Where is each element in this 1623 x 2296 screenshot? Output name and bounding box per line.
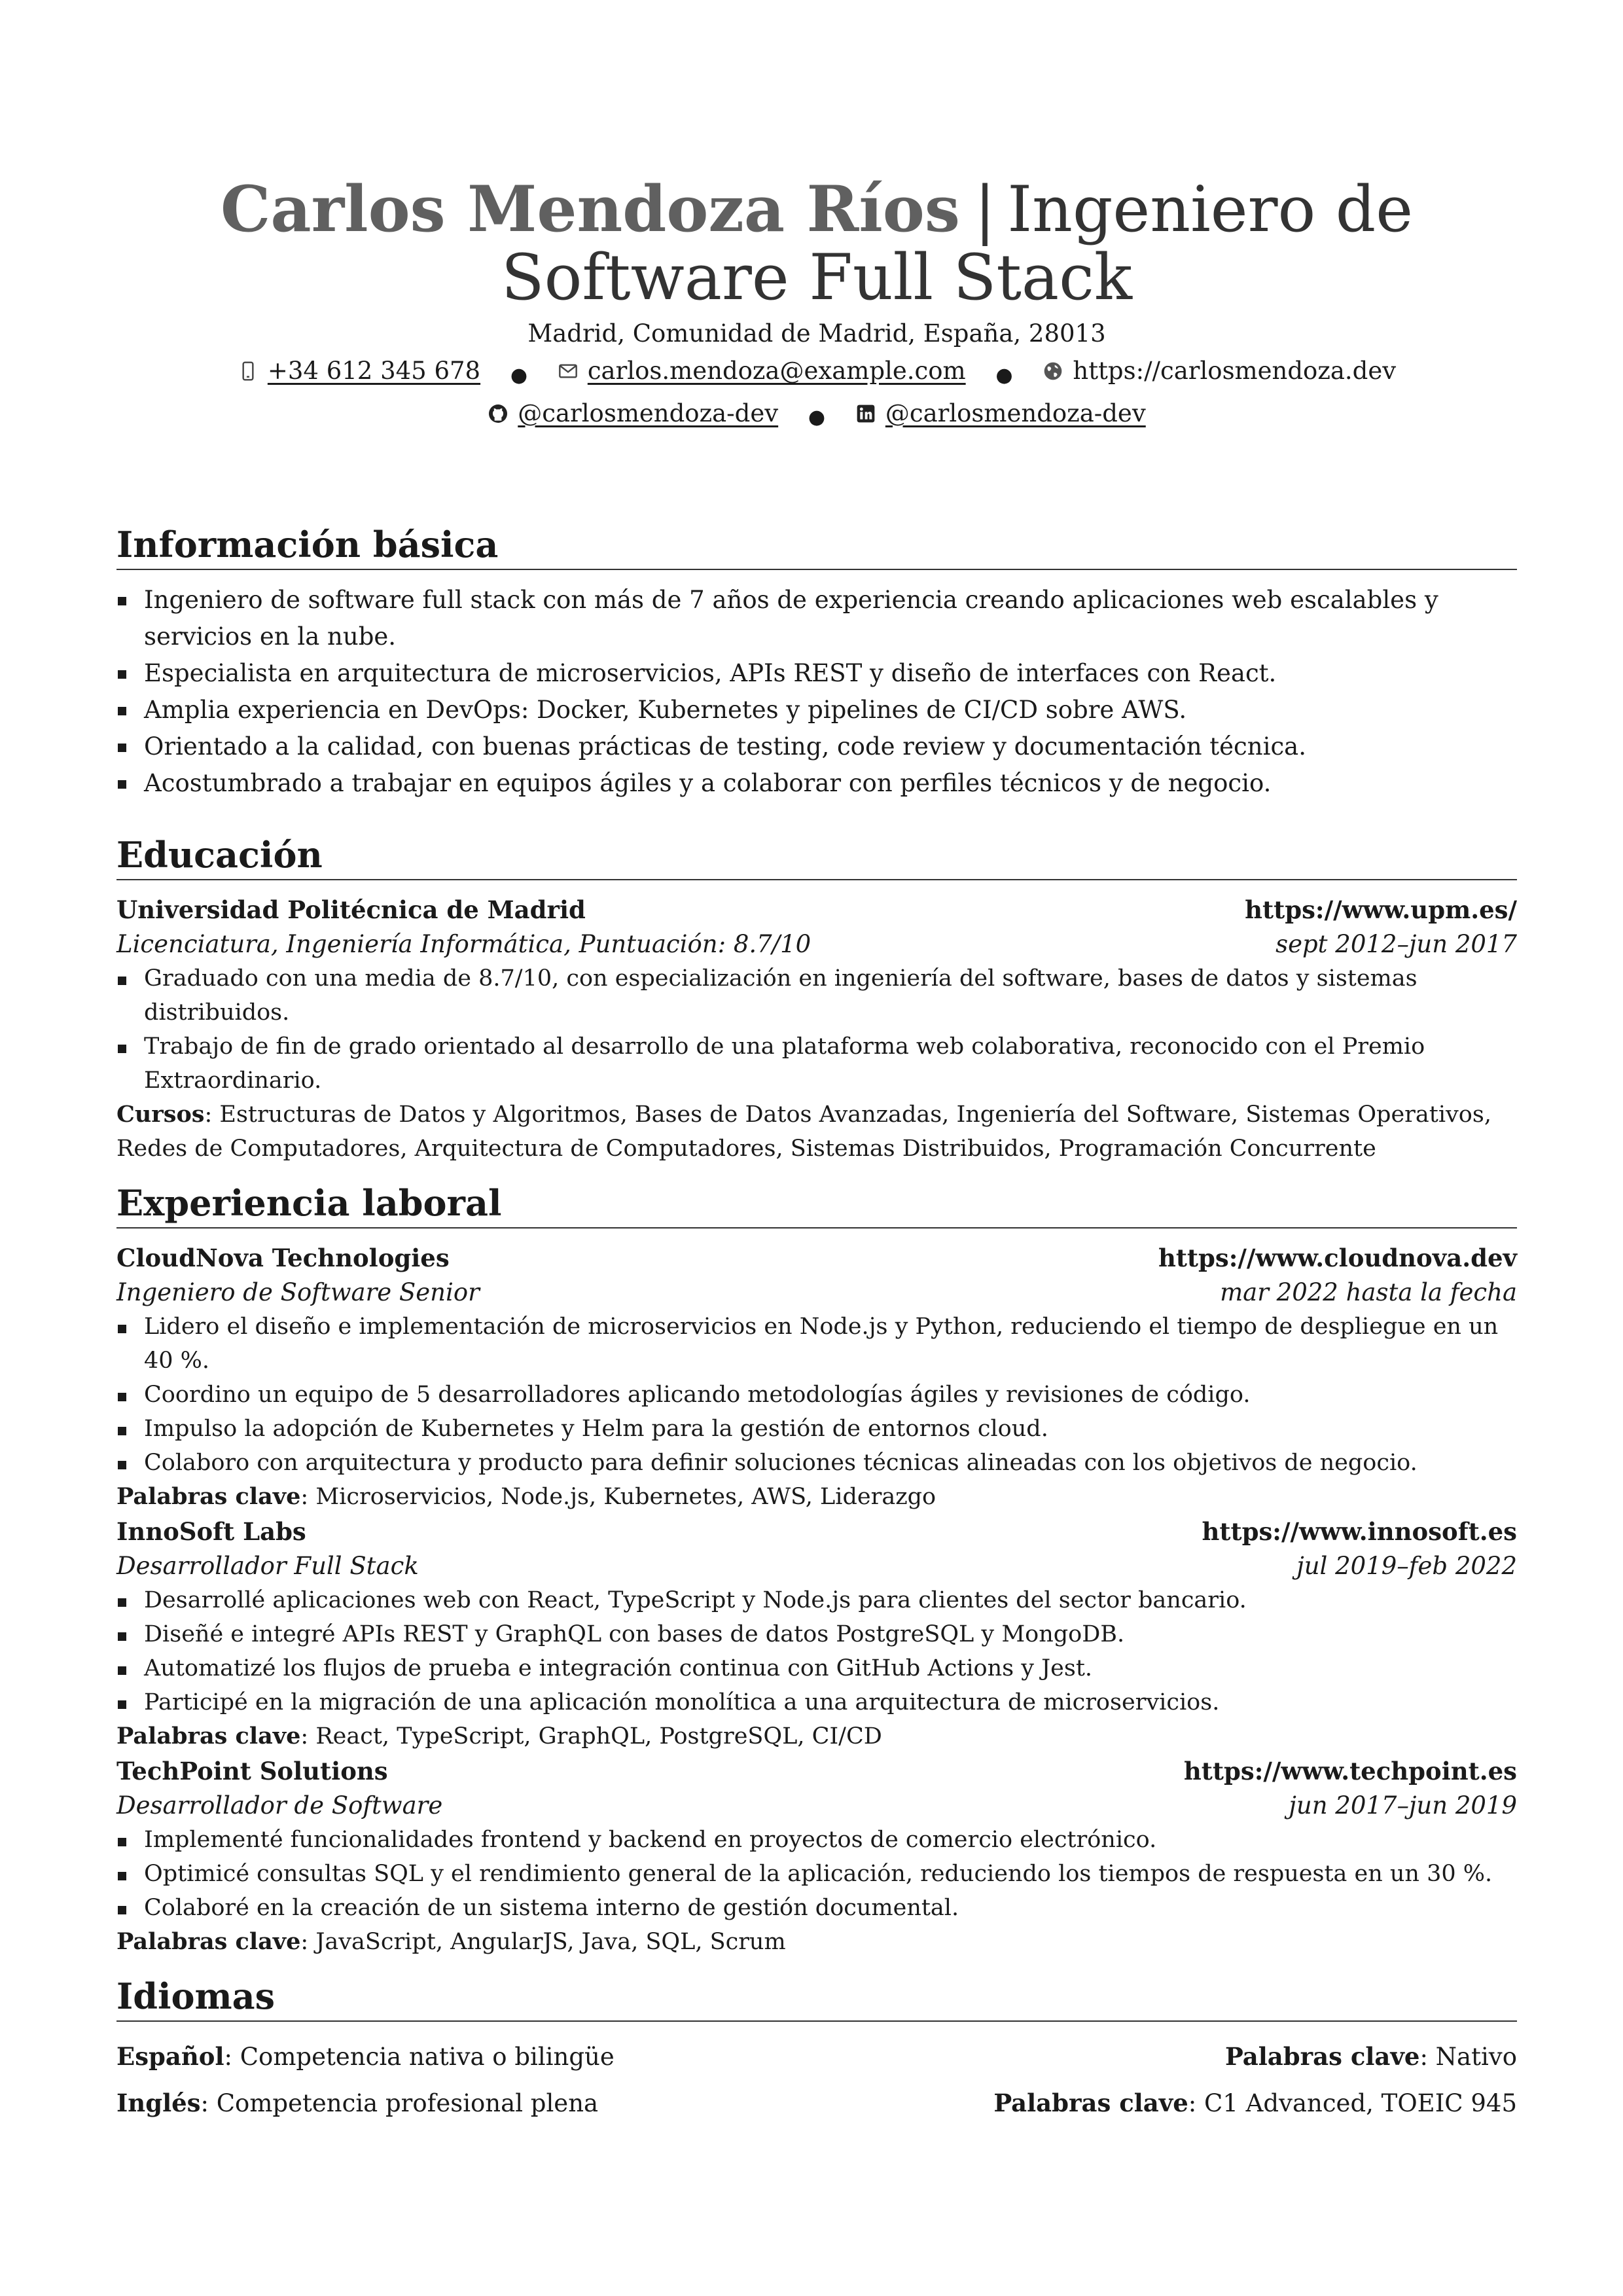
- list-item: [116, 765, 1517, 802]
- job-dates: jul 2019–feb 2022: [1296, 1552, 1517, 1580]
- title-separator: |: [974, 173, 996, 246]
- list-item: [116, 582, 1517, 655]
- job-entry: [116, 1514, 1517, 1753]
- education-list: [116, 961, 1517, 1098]
- courses: Cursos: Estructuras de Datos y Algoritmos, Bases de Datos Avanzadas, Ingeniería del Software, Sistemas Operativos, Redes de Computadores, Arquitectura de Computadores, Sistemas Distribuidos, Programación Concurrente: [116, 1101, 1491, 1162]
- bullet-square-icon: [118, 1427, 126, 1435]
- list-item: [116, 961, 1517, 1030]
- address: Madrid, Comunidad de Madrid, España, 28013: [527, 319, 1106, 348]
- list-item-text: Automatizé los flujos de prueba e integración continua con GitHub Actions y Jest.: [144, 1655, 1093, 1681]
- job-role: Desarrollador Full Stack: [116, 1552, 419, 1580]
- list-item-text: Desarrollé aplicaciones web con React, TypeScript y Node.js para clientes del sector bancario.: [144, 1587, 1247, 1613]
- bullet-square-icon: [118, 1393, 126, 1401]
- keywords-label: Palabras clave: [1224, 2042, 1420, 2071]
- job-entry: [116, 1753, 1517, 1959]
- list-item-text: Ingeniero de software full stack con más de 7 años de experiencia creando aplicaciones web escalables y servicios en la nube.: [144, 586, 1438, 651]
- list-item: [116, 1412, 1517, 1446]
- section-title: Experiencia laboral: [116, 1183, 1517, 1229]
- linkedin-icon: [855, 403, 876, 424]
- company-url[interactable]: https://www.cloudnova.dev: [1158, 1244, 1517, 1272]
- keywords-label: Palabras clave: [116, 1928, 301, 1955]
- list-item: [116, 1030, 1517, 1098]
- list-item-text: Implementé funcionalidades frontend y backend en proyectos de comercio electrónico.: [144, 1827, 1157, 1853]
- list-item-text: Lidero el diseño e implementación de microservicios en Node.js y Python, reduciendo el tiempo de despliegue en un 40 %.: [144, 1314, 1499, 1374]
- list-item: [116, 1446, 1517, 1480]
- courses-list: Estructuras de Datos y Algoritmos, Bases de Datos Avanzadas, Ingeniería del Software, Sistemas Operativos, Redes de Computadores, Arquitectura de Computadores, Sistemas Distribuidos, Programación Concurrente: [116, 1102, 1491, 1162]
- email-contact[interactable]: [558, 352, 966, 390]
- degree: Licenciatura, Ingeniería Informática, Puntuación: 8.7/10: [116, 930, 812, 958]
- github-handle[interactable]: @carlosmendoza-dev: [518, 399, 779, 427]
- list-item-text: Especialista en arquitectura de microservicios, APIs REST y diseño de interfaces con React.: [144, 659, 1277, 687]
- job-title-part-2: Software Full Stack: [501, 241, 1133, 314]
- contact-row-1: [116, 352, 1517, 395]
- job-header-row: [116, 1753, 1517, 1789]
- list-item: [116, 1857, 1517, 1891]
- list-item-text: Coordino un equipo de 5 desarrolladores aplicando metodologías ágiles y revisiones de código.: [144, 1382, 1251, 1408]
- title-line-1: [116, 172, 1517, 246]
- job-dates: jun 2017–jun 2019: [1289, 1791, 1517, 1820]
- job-header-row: [116, 1240, 1517, 1276]
- job-role-row: [116, 1276, 1517, 1310]
- website-contact[interactable]: [1043, 352, 1396, 390]
- list-item-text: Trabajo de fin de grado orientado al desarrollo de una plataforma web colaborativa, reconocido con el Premio Extraordinario.: [144, 1033, 1425, 1094]
- institution-name: Universidad Politécnica de Madrid: [116, 895, 586, 924]
- education-section: [116, 834, 1517, 1166]
- job-items: [116, 1310, 1517, 1480]
- bullet-square-icon: [118, 1598, 126, 1607]
- list-item: [116, 1583, 1517, 1617]
- list-item-text: Impulso la adopción de Kubernetes y Helm para la gestión de entornos cloud.: [144, 1416, 1048, 1442]
- job-role: Desarrollador de Software: [116, 1791, 443, 1820]
- envelope-icon: [558, 361, 579, 382]
- list-item: [116, 655, 1517, 692]
- github-contact[interactable]: [488, 395, 778, 433]
- keywords-list: Microservicios, Node.js, Kubernetes, AWS, Liderazgo: [315, 1484, 936, 1510]
- company-name: CloudNova Technologies: [116, 1244, 450, 1272]
- bullet-square-icon: [118, 1906, 126, 1914]
- language-name: Inglés: [116, 2089, 201, 2117]
- courses-label: Cursos: [116, 1101, 205, 1128]
- bullet-square-icon: [118, 1700, 126, 1709]
- job-role: Ingeniero de Software Senior: [116, 1278, 480, 1306]
- phone-contact[interactable]: [238, 352, 480, 390]
- contact-separator: ●: [808, 406, 826, 429]
- resume-page: [116, 172, 1517, 2126]
- bullet-square-icon: [118, 977, 126, 985]
- keywords-list: JavaScript, AngularJS, Java, SQL, Scrum: [315, 1929, 786, 1955]
- list-item: [116, 728, 1517, 765]
- list-item: [116, 1823, 1517, 1857]
- summary-section: [116, 524, 1517, 802]
- bullet-square-icon: [118, 1461, 126, 1469]
- bullet-square-icon: [118, 1666, 126, 1675]
- list-item: [116, 692, 1517, 728]
- bullet-square-icon: [118, 780, 126, 789]
- job-role-row: [116, 1789, 1517, 1823]
- contact-row-2: [116, 395, 1517, 437]
- contact-separator: ●: [995, 363, 1013, 387]
- keywords-list: React, TypeScript, GraphQL, PostgreSQL, CI/CD: [315, 1723, 882, 1749]
- job-keywords: Palabras clave: React, TypeScript, GraphQL, PostgreSQL, CI/CD: [116, 1723, 882, 1749]
- language-row: [116, 2034, 1517, 2080]
- bullet-square-icon: [118, 744, 126, 752]
- language-level: Competencia nativa o bilingüe: [240, 2043, 615, 2071]
- job-dates: mar 2022 hasta la fecha: [1220, 1278, 1517, 1306]
- job-keywords: Palabras clave: JavaScript, AngularJS, Java, SQL, Scrum: [116, 1928, 786, 1955]
- company-name: InnoSoft Labs: [116, 1517, 306, 1546]
- job-title-part-1: Ingeniero de: [1007, 173, 1414, 246]
- language-entry: Inglés: Competencia profesional plena: [116, 2089, 599, 2117]
- job-header-row: [116, 1514, 1517, 1549]
- job-items: [116, 1823, 1517, 1925]
- bullet-square-icon: [118, 707, 126, 715]
- institution-url[interactable]: https://www.upm.es/: [1245, 895, 1517, 924]
- bullet-square-icon: [118, 597, 126, 605]
- email-address[interactable]: carlos.mendoza@example.com: [587, 357, 966, 385]
- github-icon: [488, 403, 508, 424]
- education-dates: sept 2012–jun 2017: [1275, 930, 1517, 958]
- phone-number[interactable]: +34 612 345 678: [267, 357, 481, 385]
- keywords-list: C1 Advanced, TOEIC 945: [1204, 2089, 1517, 2117]
- list-item-text: Participé en la migración de una aplicación monolítica a una arquitectura de microservicios.: [144, 1689, 1220, 1715]
- globe-icon: [1043, 361, 1063, 382]
- list-item: [116, 1310, 1517, 1378]
- list-item-text: Diseñé e integré APIs REST y GraphQL con bases de datos PostgreSQL y MongoDB.: [144, 1621, 1125, 1647]
- experience-section: [116, 1183, 1517, 1959]
- list-item: [116, 1685, 1517, 1719]
- job-role-row: [116, 1549, 1517, 1583]
- languages-section: [116, 1976, 1517, 2126]
- language-name: Español: [116, 2042, 224, 2071]
- language-keywords: Palabras clave: C1 Advanced, TOEIC 945: [993, 2089, 1517, 2117]
- list-item-text: Amplia experiencia en DevOps: Docker, Kubernetes y pipelines de CI/CD sobre AWS.: [144, 696, 1187, 724]
- section-title: Idiomas: [116, 1976, 1517, 2022]
- language-level: Competencia profesional plena: [216, 2089, 599, 2117]
- job-entry: [116, 1240, 1517, 1514]
- summary-list: [116, 582, 1517, 802]
- education-header-row: [116, 892, 1517, 927]
- job-keywords: Palabras clave: Microservicios, Node.js, Kubernetes, AWS, Liderazgo: [116, 1483, 936, 1510]
- resume-header: [116, 172, 1517, 437]
- language-keywords: Palabras clave: Nativo: [1224, 2042, 1517, 2071]
- list-item-text: Acostumbrado a trabajar en equipos ágiles y a colaborar con perfiles técnicos y de negocio.: [144, 769, 1272, 797]
- list-item: [116, 1651, 1517, 1685]
- list-item-text: Optimicé consultas SQL y el rendimiento general de la aplicación, reduciendo los tiempos de respuesta en un 30 %.: [144, 1861, 1493, 1887]
- keywords-list: Nativo: [1435, 2043, 1517, 2071]
- linkedin-handle[interactable]: @carlosmendoza-dev: [885, 399, 1146, 427]
- bullet-square-icon: [118, 1045, 126, 1053]
- keywords-label: Palabras clave: [116, 1483, 301, 1510]
- list-item-text: Orientado a la calidad, con buenas prácticas de testing, code review y documentación técnica.: [144, 732, 1306, 761]
- list-item-text: Colaboro con arquitectura y producto para definir soluciones técnicas alineadas con los objetivos de negocio.: [144, 1450, 1418, 1476]
- company-url[interactable]: https://www.techpoint.es: [1183, 1757, 1517, 1785]
- language-entry: Español: Competencia nativa o bilingüe: [116, 2042, 615, 2071]
- bullet-square-icon: [118, 1325, 126, 1333]
- website-url[interactable]: https://carlosmendoza.dev: [1073, 357, 1397, 385]
- bullet-square-icon: [118, 1632, 126, 1641]
- section-title: Información básica: [116, 524, 1517, 570]
- company-url[interactable]: https://www.innosoft.es: [1202, 1517, 1517, 1546]
- bullet-square-icon: [118, 1838, 126, 1846]
- list-item: [116, 1617, 1517, 1651]
- bullet-square-icon: [118, 1872, 126, 1880]
- list-item: [116, 1891, 1517, 1925]
- list-item: [116, 1378, 1517, 1412]
- bullet-square-icon: [118, 670, 126, 679]
- linkedin-contact[interactable]: [855, 395, 1146, 433]
- keywords-label: Palabras clave: [116, 1723, 301, 1749]
- full-name: Carlos Mendoza Ríos: [220, 172, 960, 246]
- section-title: Educación: [116, 834, 1517, 880]
- job-items: [116, 1583, 1517, 1719]
- language-row: [116, 2080, 1517, 2126]
- contact-separator: ●: [510, 363, 528, 387]
- degree-row: [116, 927, 1517, 961]
- keywords-label: Palabras clave: [993, 2089, 1188, 2117]
- company-name: TechPoint Solutions: [116, 1757, 388, 1785]
- list-item-text: Colaboré en la creación de un sistema interno de gestión documental.: [144, 1895, 959, 1921]
- list-item-text: Graduado con una media de 8.7/10, con especialización en ingeniería del software, bases de datos y sistemas distribuidos.: [144, 965, 1418, 1026]
- phone-icon: [238, 361, 259, 382]
